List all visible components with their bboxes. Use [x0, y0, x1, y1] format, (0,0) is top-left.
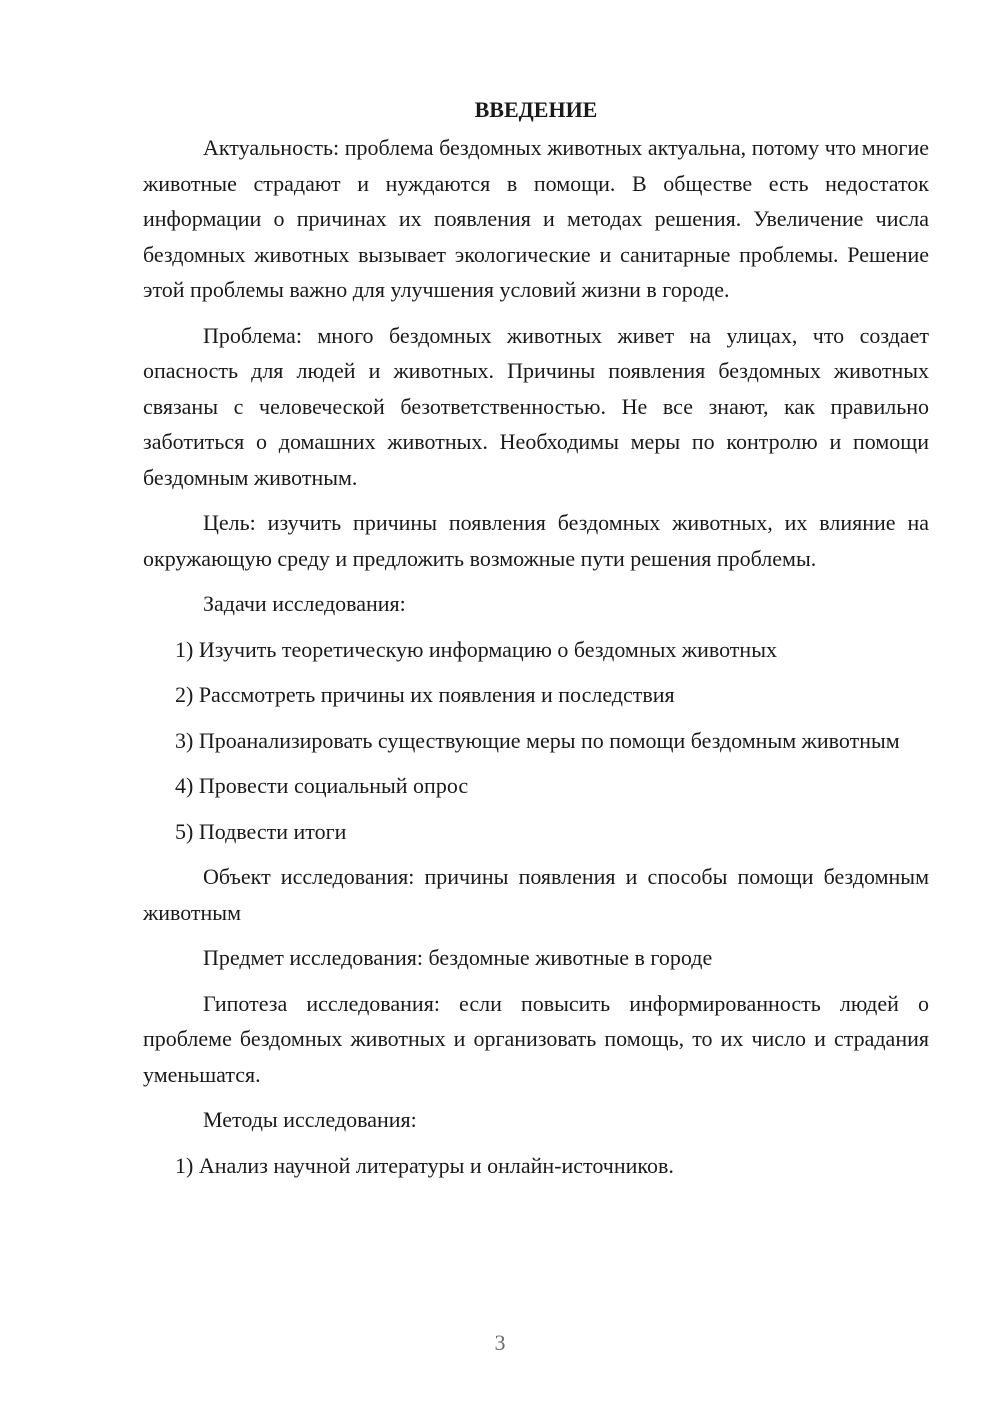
task-item: 1) Изучить теоретическую информацию о бездомных животных — [175, 636, 777, 662]
task-item: 5) Подвести итоги — [175, 818, 347, 844]
subject-paragraph: Предмет исследования: бездомные животные в городе — [203, 945, 713, 970]
goal-paragraph: Цель: изучить причины появления бездомных животных, их влияние на окружающую среду и предложить возможные пути решения проблемы. — [143, 510, 929, 571]
hypothesis-paragraph: Гипотеза исследования: если повысить информированность людей о проблеме бездомных животных и организовать помощь, то их число и страдания уменьшатся. — [143, 990, 929, 1087]
method-item: 1) Анализ научной литературы и онлайн-источников. — [175, 1152, 674, 1178]
page-number: 3 — [494, 1330, 506, 1355]
problem-paragraph: Проблема: много бездомных животных живет на улицах, что создает опасность для людей и животных. Причины появления бездомных животных связаны с человеческой безответственностью. Не все знают, как правильно заботиться о домашних животных. Необходимы меры по контролю и помощи бездомным животным. — [143, 322, 929, 490]
document-page — [143, 92, 929, 1193]
task-item: 2) Рассмотреть причины их появления и последствия — [175, 682, 675, 707]
object-paragraph: Объект исследования: причины появления и способы помощи бездомным животным — [143, 864, 929, 925]
task-item: 3) Проанализировать существующие меры по помощи бездомным животным — [175, 727, 900, 753]
methods-heading: Методы исследования: — [203, 1107, 417, 1132]
task-item: 4) Провести социальный опрос — [175, 773, 469, 798]
tasks-heading: Задачи исследования: — [203, 591, 406, 616]
section-title: ВВЕДЕНИЕ — [474, 97, 598, 122]
relevance-paragraph: Актуальность: проблема бездомных животных актуальна, потому что многие животные страдают и нуждаются в помощи. В обществе есть недостаток информации о причинах их появления и методах решения. Увеличение числа бездомных животных вызывает экологические и санитарные проблемы. Решение этой проблемы важно для улучшения условий жизни в городе. — [143, 135, 929, 302]
